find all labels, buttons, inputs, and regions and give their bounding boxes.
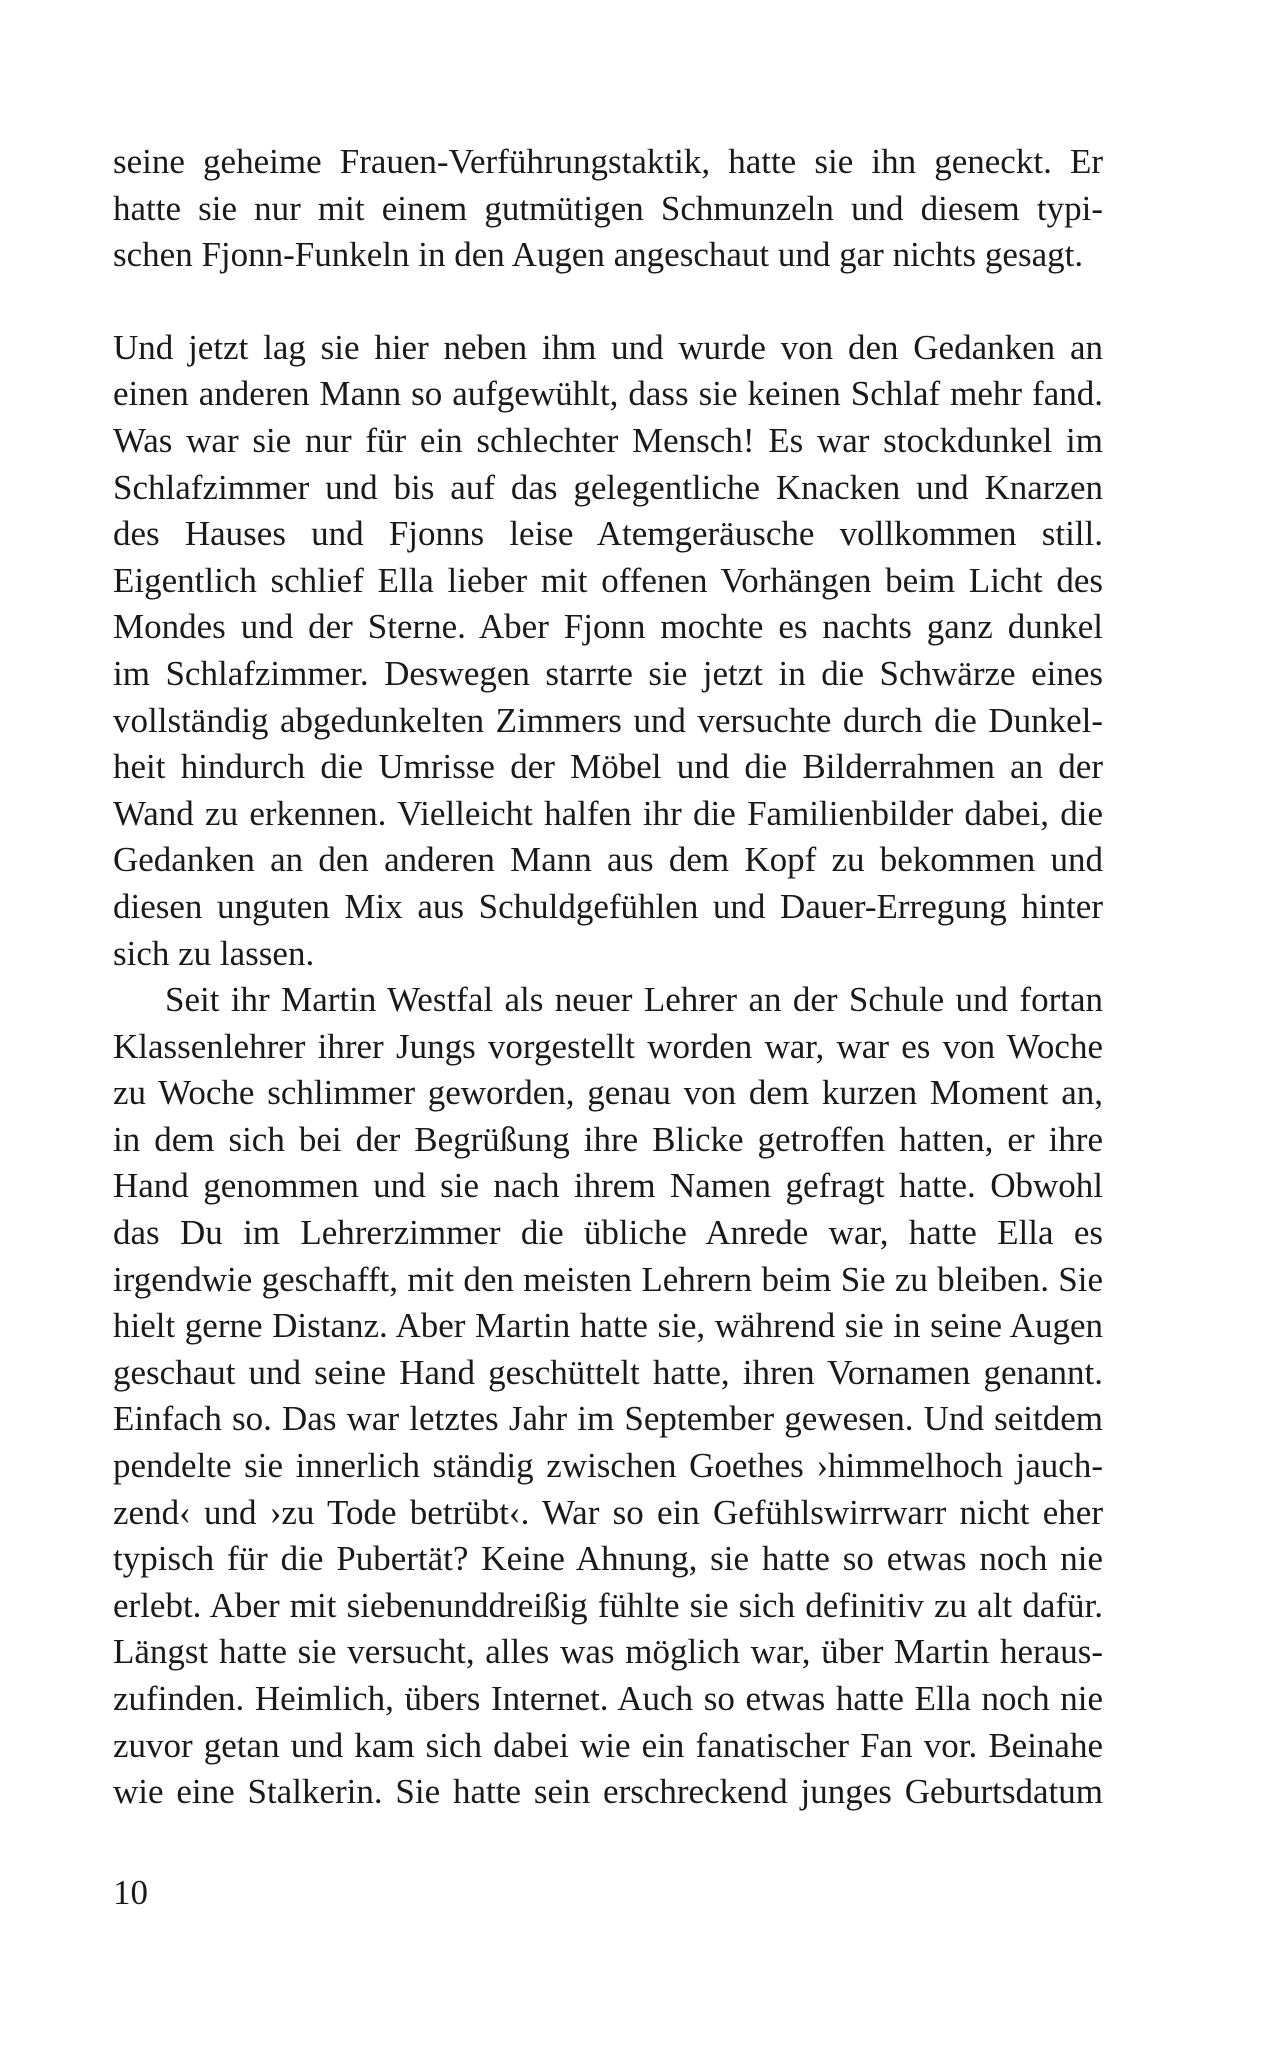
text-line: diesen unguten Mix aus Schuldgefühlen und Dauer-Erregung hinter <box>113 886 1103 926</box>
text-line: geschaut und seine Hand geschüttelt hatte, ihren Vornamen genannt. <box>113 1352 1103 1392</box>
text-line: heit hindurch die Umrisse der Möbel und die Bilderrahmen an der <box>113 747 1103 787</box>
text-line: pendelte sie innerlich ständig zwischen Goethes ›himmelhoch jauch- <box>113 1446 1103 1486</box>
page-number: 10 <box>113 1873 148 1912</box>
text-line: hatte sie nur mit einem gutmütigen Schmunzeln und diesem typi- <box>113 188 1103 228</box>
text-line: Längst hatte sie versucht, alles was möglich war, über Martin heraus- <box>113 1632 1103 1672</box>
text-line: Und jetzt lag sie hier neben ihm und wurde von den Gedanken an <box>113 327 1103 367</box>
text-line: Hand genommen und sie nach ihrem Namen gefragt hatte. Obwohl <box>113 1166 1103 1206</box>
text-line: zend‹ und ›zu Tode betrübt‹. War so ein Gefühlswirrwarr nicht eher <box>113 1492 1103 1532</box>
text-line: wie eine Stalkerin. Sie hatte sein erschreckend junges Geburtsdatum <box>113 1772 1103 1812</box>
text-line: seine geheime Frauen-Verführungstaktik, hatte sie ihn geneckt. Er <box>113 142 1103 181</box>
text-line: Wand zu erkennen. Vielleicht halfen ihr die Familienbilder dabei, die <box>113 793 1103 833</box>
paragraph-3 <box>113 977 1103 1816</box>
text-line: hielt gerne Distanz. Aber Martin hatte sie, während sie in seine Augen <box>113 1306 1103 1346</box>
text-line: Einfach so. Das war letztes Jahr im September gewesen. Und seitdem <box>113 1399 1103 1439</box>
text-line: zu Woche schlimmer geworden, genau von dem kurzen Moment an, <box>113 1073 1103 1113</box>
text-line: zufinden. Heimlich, übers Internet. Auch so etwas hatte Ella noch nie <box>113 1679 1103 1718</box>
text-line: vollständig abgedunkelten Zimmers und versuchte durch die Dunkel- <box>113 700 1103 740</box>
page-body <box>113 139 1103 1816</box>
text-line: Klassenlehrer ihrer Jungs vorgestellt worden war, war es von Woche <box>113 1026 1103 1066</box>
text-line: Seit ihr Martin Westfal als neuer Lehrer an der Schule und fortan <box>165 980 1103 1020</box>
text-line: Eigentlich schlief Ella lieber mit offenen Vorhängen beim Licht des <box>113 560 1103 600</box>
text-line: schen Fjonn-Funkeln in den Augen angeschaut und gar nichts gesagt. <box>113 235 1084 275</box>
paragraph-2 <box>113 325 1103 977</box>
text-line: irgendwie geschafft, mit den meisten Lehrern beim Sie zu bleiben. Sie <box>113 1259 1103 1299</box>
text-line: das Du im Lehrerzimmer die übliche Anrede war, hatte Ella es <box>113 1213 1103 1253</box>
text-line: Schlafzimmer und bis auf das gelegentliche Knacken und Knarzen <box>113 467 1103 507</box>
text-line: in dem sich bei der Begrüßung ihre Blicke getroffen hatten, er ihre <box>113 1119 1103 1159</box>
text-line: erlebt. Aber mit siebenunddreißig fühlte sie sich definitiv zu alt dafür. <box>113 1585 1103 1625</box>
text-line: typisch für die Pubertät? Keine Ahnung, sie hatte so etwas noch nie <box>113 1539 1103 1579</box>
text-line: einen anderen Mann so aufgewühlt, dass sie keinen Schlaf mehr fand. <box>113 374 1103 414</box>
text-line: Gedanken an den anderen Mann aus dem Kopf zu bekommen und <box>113 840 1103 880</box>
text-line: Mondes und der Sterne. Aber Fjonn mochte es nachts ganz dunkel <box>113 607 1103 647</box>
text-line: sich zu lassen. <box>113 933 315 973</box>
text-line: zuvor getan und kam sich dabei wie ein fanatischer Fan vor. Beinahe <box>113 1725 1103 1765</box>
paragraph-1 <box>113 139 1103 279</box>
text-line: des Hauses und Fjonns leise Atemgeräusche vollkommen still. <box>113 514 1103 554</box>
paragraph-gap <box>113 279 1103 325</box>
text-line: Was war sie nur für ein schlechter Mensch! Es war stockdunkel im <box>113 420 1103 460</box>
text-line: im Schlafzimmer. Deswegen starrte sie jetzt in die Schwärze eines <box>113 653 1103 693</box>
